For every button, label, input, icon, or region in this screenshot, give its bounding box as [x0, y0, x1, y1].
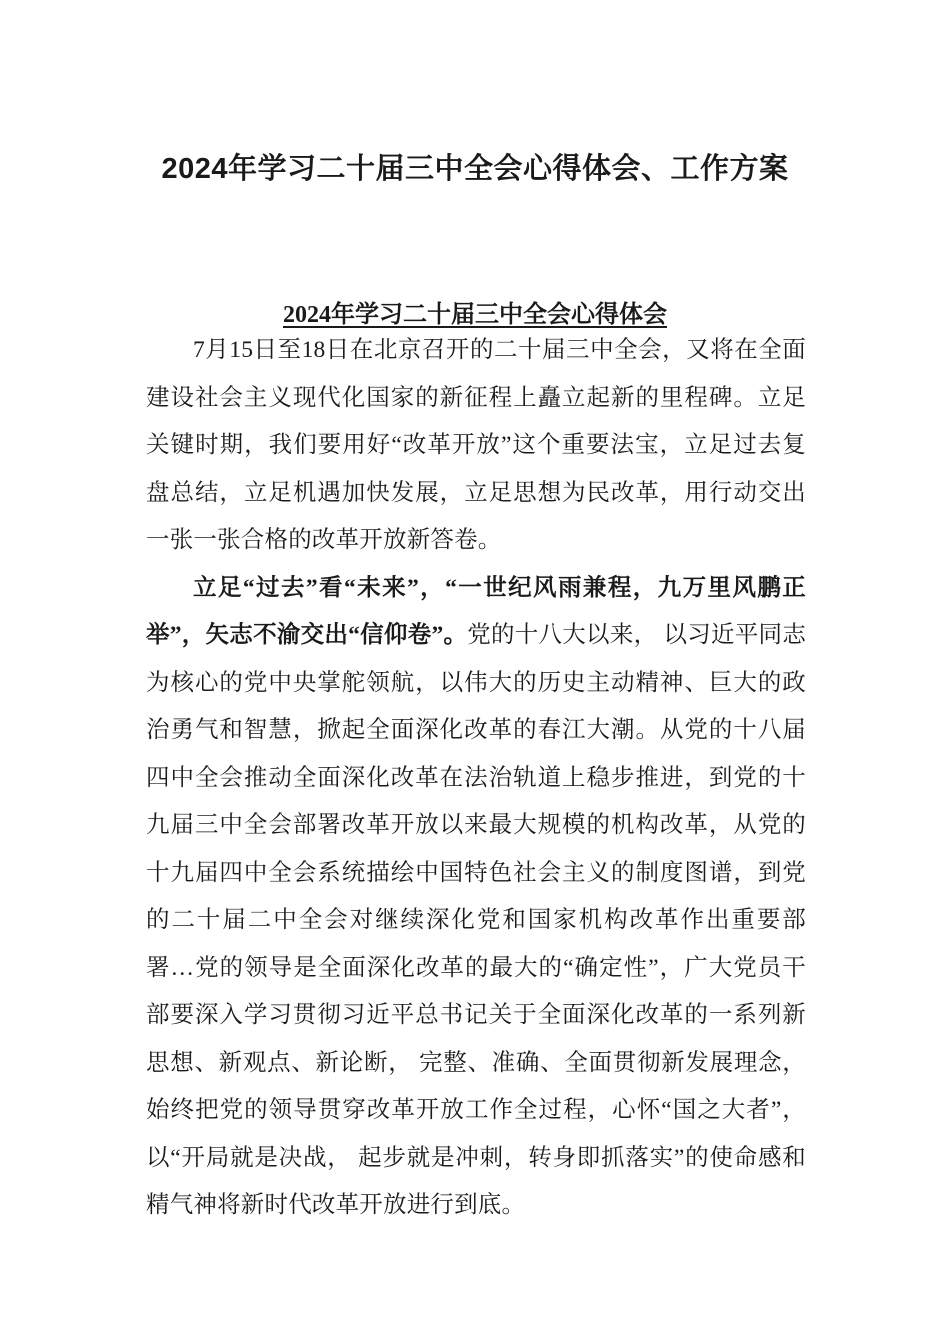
- document-title: 2024年学习二十届三中全会心得体会、工作方案: [161, 153, 789, 186]
- section-heading-text: 2024年学习二十届三中全会心得体会: [283, 301, 667, 328]
- paragraph-2-bold-lead: 立足“过去”看“未来”，“一世纪风雨兼程，九万里风鹏正举”，矢志不渝交出“信仰卷”。: [146, 574, 806, 648]
- document-body: [146, 327, 806, 1230]
- paragraph-2: [146, 565, 806, 1230]
- paragraph-2-body: 党的十八大以来， 以习近平同志为核心的党中央掌舵领航，以伟大的历史主动精神、巨大的政治勇气和智慧，掀起全面深化改革的春江大潮。从党的十八届四中全会推动全面深化改革在法治轨道上稳步推进，到党的十九届三中全会部署改革开放以来最大规模的机构改革，从党的十九届四中全会系统描绘中国特色社会主义的制度图谱，到党的二十届二中全会对继续深化党和国家机构改革作出重要部署…党的领导是全面深化改革的最大的“确定性”，广大党员干部要深入学习贯彻习近平总书记关于全面深化改革的一系列新思想、新观点、新论断， 完整、准确、全面贯彻新发展理念，始终把党的领导贯穿改革开放工作全过程，心怀“国之大者”，以“开局就是决战， 起步就是冲刺，转身即抓落实”的使命感和精气神将新时代改革开放进行到底。: [146, 622, 807, 1218]
- paragraph-1: 7月15日至18日在北京召开的二十届三中全会，又将在全面建设社会主义现代化国家的新征程上矗立起新的里程碑。立足关键时期，我们要用好“改革开放”这个重要法宝，立足过去复盘总结，立足机遇加快发展，立足思想为民改革，用行动交出一张一张合格的改革开放新答卷。: [146, 337, 806, 553]
